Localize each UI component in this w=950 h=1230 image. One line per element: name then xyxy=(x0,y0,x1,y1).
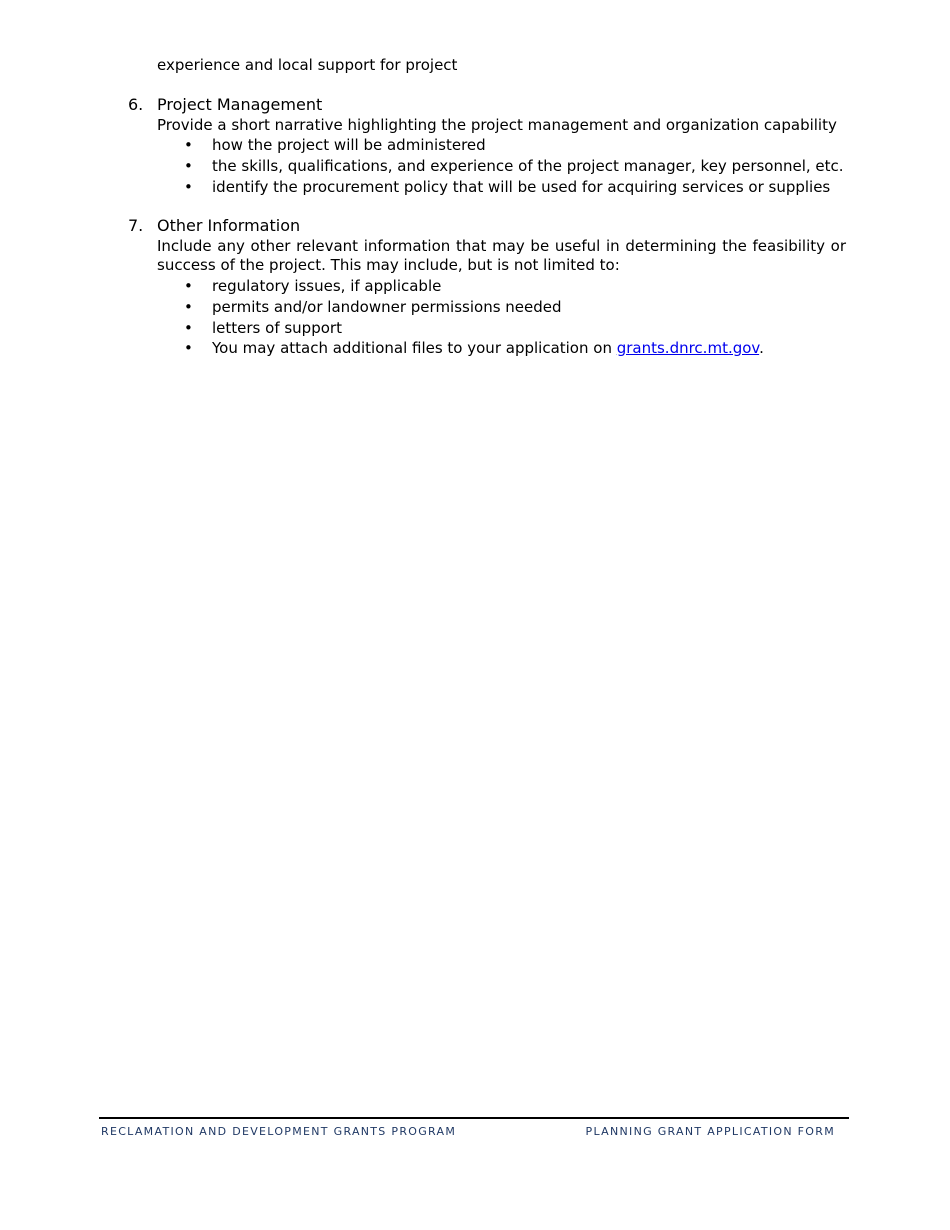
bullet-marker: • xyxy=(184,339,193,357)
sentence-period: . xyxy=(759,339,764,357)
bullet-marker: • xyxy=(184,157,193,175)
continuation-text: experience and local support for project xyxy=(157,56,458,74)
section-6-bullet-1: how the project will be administered xyxy=(212,136,486,154)
footer-program-name: RECLAMATION AND DEVELOPMENT GRANTS PROGRAM xyxy=(101,1125,457,1138)
section-7-bullet-2: permits and/or landowner permissions needed xyxy=(212,298,562,316)
section-7-bullet-4 xyxy=(212,338,764,358)
section-7-intro-line-2: success of the project. This may include, but is not limited to: xyxy=(157,256,620,274)
section-7-bullet-3: letters of support xyxy=(212,319,342,337)
grants-portal-link[interactable]: grants.dnrc.mt.gov xyxy=(616,339,760,357)
footer-form-name: PLANNING GRANT APPLICATION FORM xyxy=(585,1125,835,1138)
bullet-marker: • xyxy=(184,136,193,154)
section-6-intro: Provide a short narrative highlighting the project management and organization capability xyxy=(157,116,837,134)
section-7-intro-line-1: Include any other relevant information that may be useful in determining the feasibility or xyxy=(157,237,846,255)
bullet-marker: • xyxy=(184,319,193,337)
section-6-bullet-3: identify the procurement policy that will be used for acquiring services or supplies xyxy=(212,178,831,196)
bullet-marker: • xyxy=(184,298,193,316)
section-7-bullet-1: regulatory issues, if applicable xyxy=(212,277,442,295)
section-7-number: 7. xyxy=(128,216,144,235)
bullet-marker: • xyxy=(184,277,193,295)
section-7-title: Other Information xyxy=(157,216,301,235)
footer-rule xyxy=(99,1117,849,1119)
section-6-number: 6. xyxy=(128,95,144,114)
section-6-bullet-2: the skills, qualifications, and experience of the project manager, key personnel, etc. xyxy=(212,157,844,175)
section-6-title: Project Management xyxy=(157,95,323,114)
bullet-marker: • xyxy=(184,178,193,196)
attach-files-text: You may attach additional files to your application on xyxy=(212,339,617,357)
